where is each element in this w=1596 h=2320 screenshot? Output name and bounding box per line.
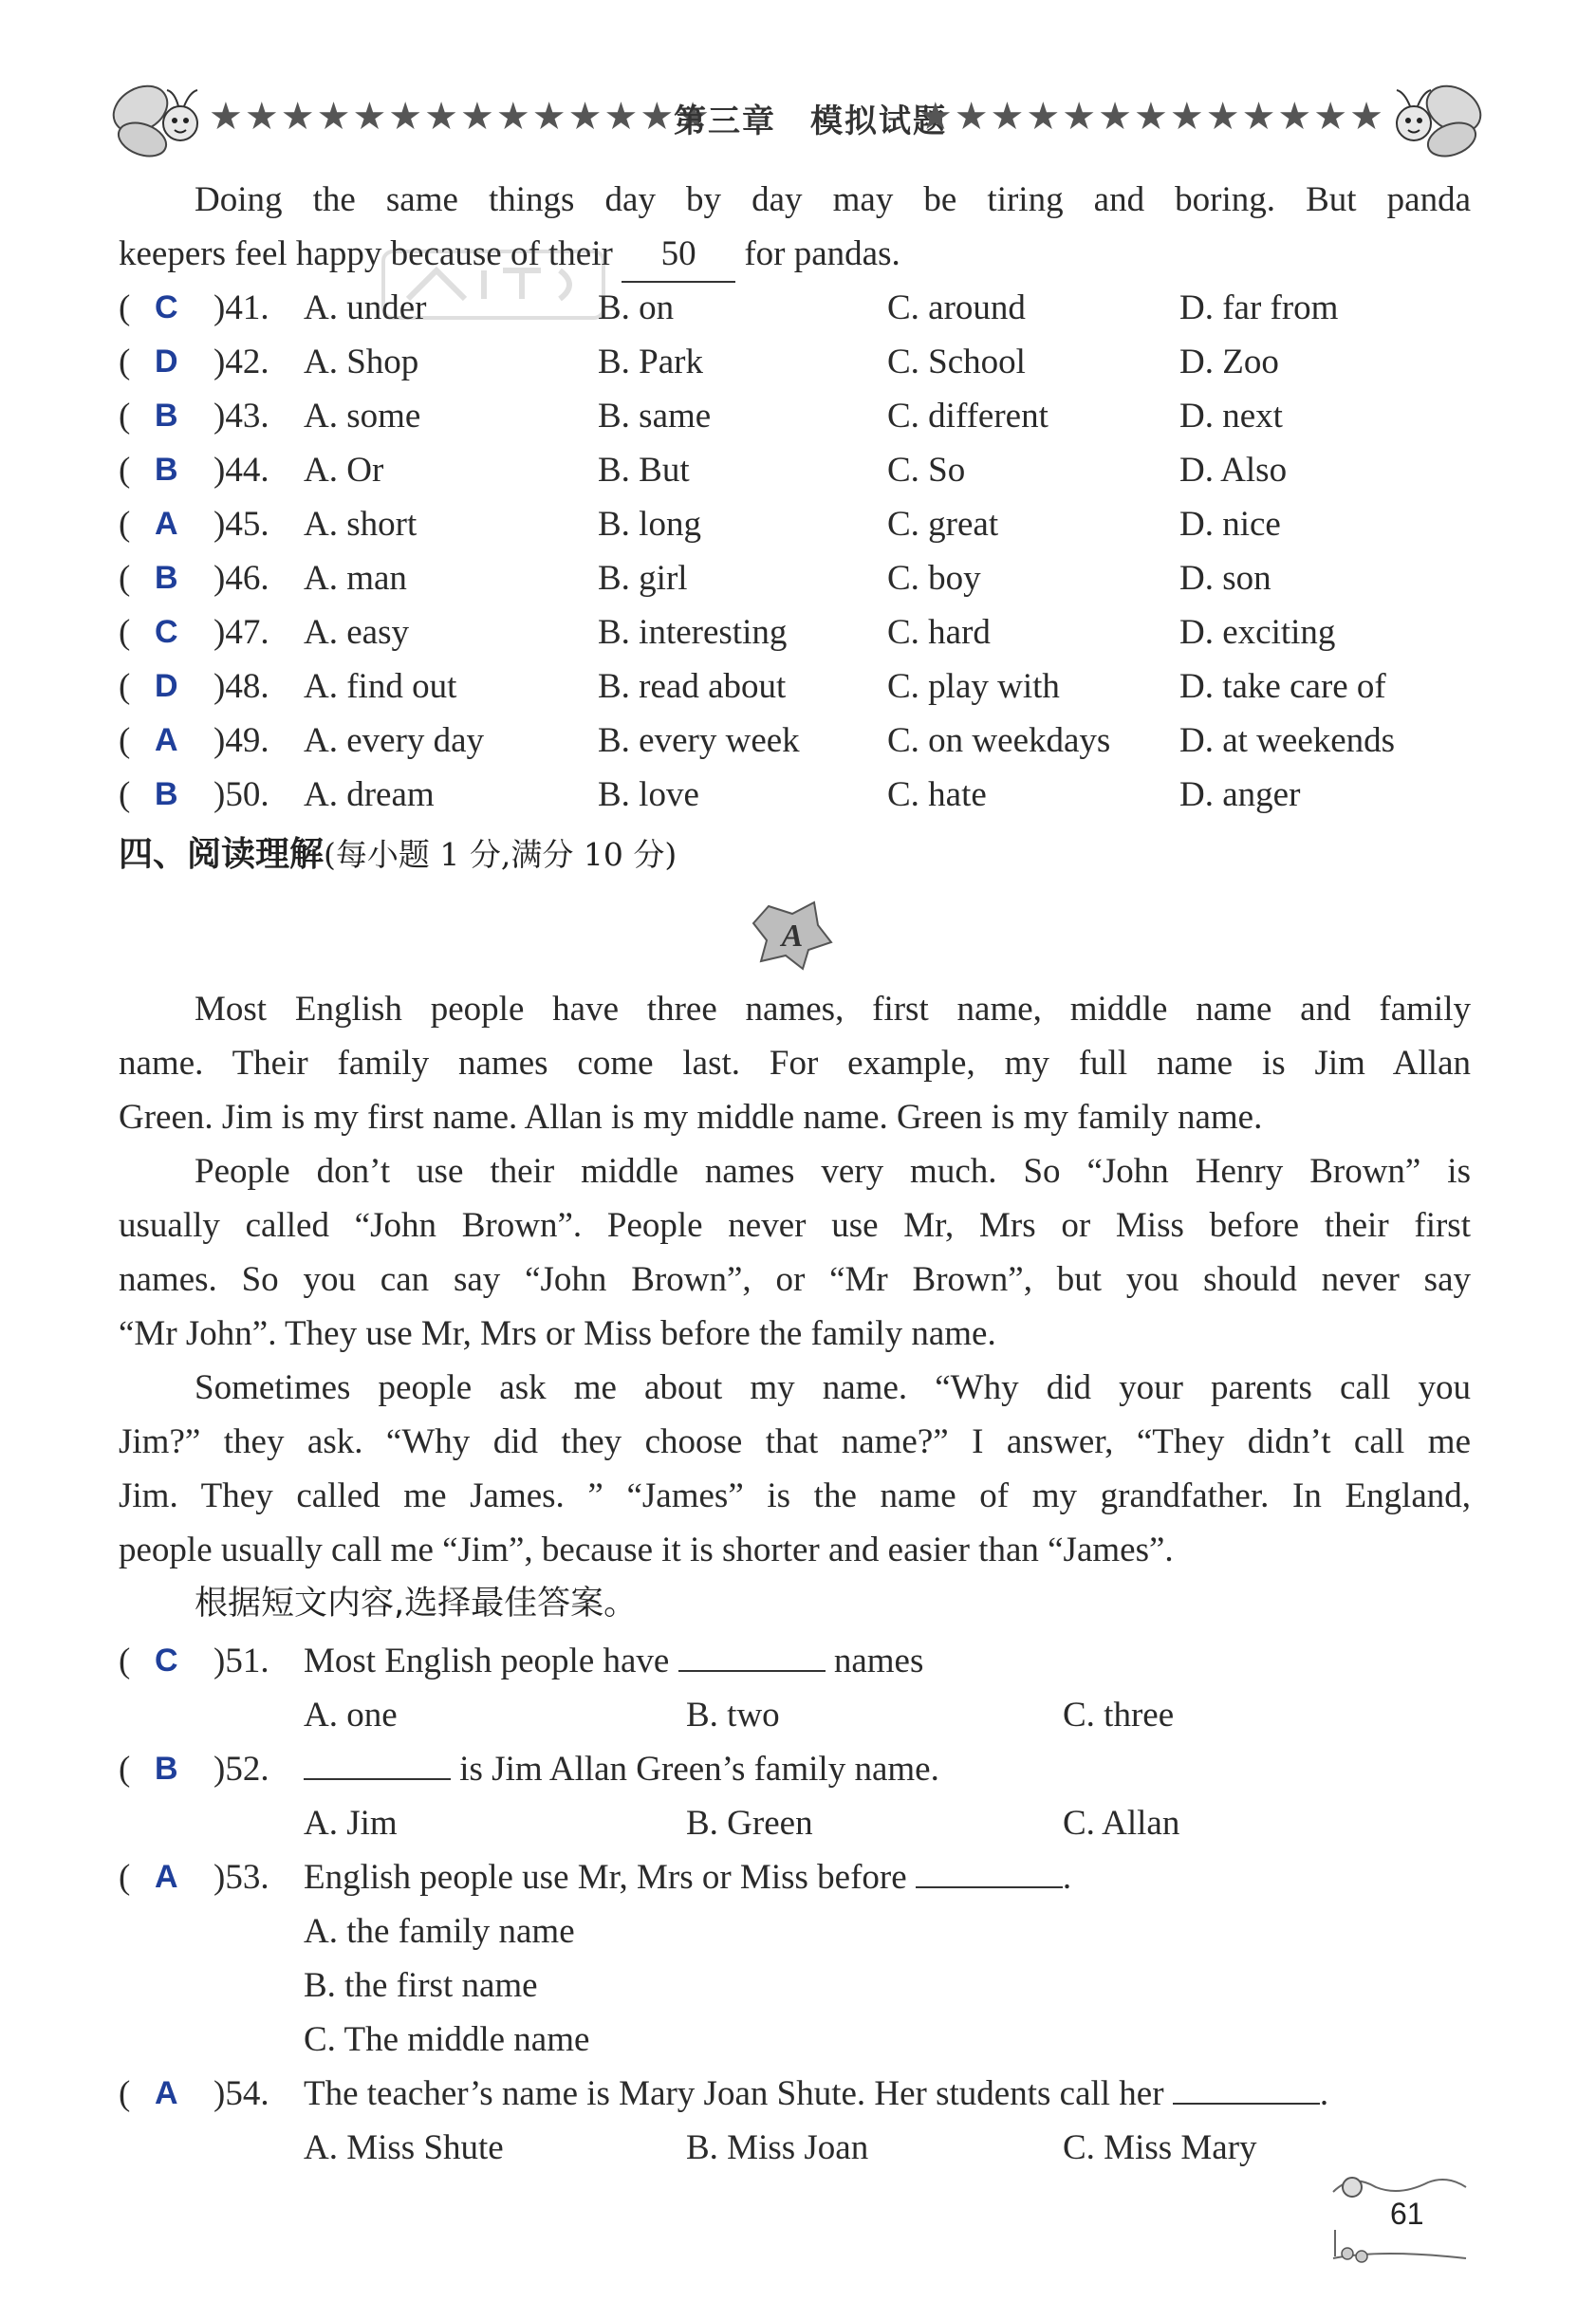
option-c: C. School: [887, 343, 1026, 381]
stem-text: English people use Mr, Mrs or Miss before: [304, 1858, 907, 1897]
section-title: 四、阅读理解: [119, 835, 325, 874]
question-number: )43.: [213, 397, 269, 436]
option-b: B. Miss Joan: [686, 2128, 869, 2167]
option-b: B. Park: [598, 343, 703, 381]
stem-text: is Jim Allan Green’s family name.: [459, 1750, 939, 1789]
option-b: B. same: [598, 397, 712, 436]
passage-line: “Mr John”. They use Mr, Mrs or Miss before the family name.: [119, 1314, 996, 1353]
answer-blank: [1173, 2069, 1320, 2105]
option-c: C. hate: [887, 775, 987, 814]
answer-mark: C: [155, 289, 178, 325]
option-d: D. nice: [1179, 505, 1281, 544]
cloze-passage-end: [119, 173, 1471, 283]
answer-mark: C: [155, 614, 178, 650]
option-c: C. three: [1063, 1696, 1175, 1735]
option-a: A. one: [304, 1696, 398, 1735]
answer-mark: B: [155, 398, 178, 434]
option-b: B. Green: [686, 1804, 813, 1843]
option-a: A. under: [304, 288, 427, 327]
answer-blank: [916, 1852, 1063, 1888]
option-b: B. interesting: [598, 613, 788, 652]
watermark-logo: [380, 242, 607, 327]
option-a: A. dream: [304, 775, 435, 814]
answer-mark: B: [155, 1751, 178, 1787]
chapter-title: 第三章 模拟试题: [674, 102, 947, 140]
option-d: D. Zoo: [1179, 343, 1279, 381]
option-b: B. love: [598, 775, 699, 814]
passage-line: Doing the same things day by day may be tiring and boring. But panda: [195, 180, 1471, 219]
answer-mark: A: [155, 1859, 178, 1895]
exam-page: ★★★★★★★★★★★★★★ 第三章 模拟试题 ★★★★★★★★★★★★★ Doing the same things day by day may be tiring and boring. But panda keepers feel happy because of their 50 for pandas. ( C )41. A. under B. on C. around D. far from ( D )42. A. Shop B. Park C. School D. Zoo ( B )43. A. some B. same C. different D. next ( B )44. A. Or B. But C. So D. Also ( A )45. A. short B. long C. great D. nice ( B )46. A. man B. girl C. boy D. son ( C )47. A. easy B. interesting C. hard D. exciting ( D )48. A. find out B. read about C. play with D. take care of ( A )49. A. every day B. every week C. on weekdays D. at weekends ( B )50. A. dream B. love C. hate D. anger 四、阅读理解(每小题 1 分,满分 10 分) A Most English people have three names, first name, middle name and family name. Their family names come last. For example, my full name is Jim Allan Green. Jim is my first name. Allan is my middle name. Green is my family name. People don’t use their middle names very much. So “John Henry Brown” is usually called “John Brown”. People never use Mr, Mrs or Miss before their first names. So you can say “John Brown”, or “Mr Brown”, but you should never say “Mr John”. They use Mr, Mrs or Miss before the family name. Sometimes people ask me about my name. “Why did your parents call you Jim?” they ask. “Why did they choose that name?” I answer, “They didn’t call me Jim. They called me James. ” “James” is the name of my grandfather. In England, people usually call me “Jim”, because it is shorter and easier than “James”. 根据短文内容,选择最佳答案。 ( C )51. Most English people have names A. one B. two C. three ( B )52. is Jim Allan Green’s family name. A. Jim B. Green C. Allan ( A )53. English people use Mr, Mrs or Miss before . A. the family name B. the first name C. The middle name ( A )54. The teacher’s name is Mary Joan Shute. Her students call her . A. Miss Shute B. Miss Joan C. Miss Mary 61: [0, 0, 1596, 2320]
option-b: B. the first name: [304, 1966, 538, 2005]
passage-line: people usually call me “Jim”, because it is shorter and easier than “James”.: [119, 1531, 1174, 1569]
option-b: B. But: [598, 451, 690, 490]
question-stem: [304, 1742, 939, 1796]
paragraph-3: [119, 1361, 1471, 1577]
passage-line: usually called “John Brown”. People never use Mr, Mrs or Miss before their first: [119, 1206, 1471, 1245]
question-number: )51.: [213, 1642, 269, 1680]
paragraph-1: [119, 982, 1471, 1144]
option-d: D. anger: [1179, 775, 1301, 814]
option-a: A. easy: [304, 613, 409, 652]
option-c: C. on weekdays: [887, 721, 1111, 760]
instruction: 根据短文内容,选择最佳答案。: [195, 1585, 638, 1623]
answer-mark: B: [155, 560, 178, 596]
section-heading: [119, 827, 677, 876]
paragraph-2: [119, 1144, 1471, 1361]
option-c: C. So: [887, 451, 966, 490]
badge-label: A: [781, 919, 804, 954]
question-number: )50.: [213, 775, 269, 814]
header-stars-right: ★★★★★★★★★★★★★: [918, 95, 1385, 139]
option-b: B. read about: [598, 667, 787, 706]
passage-line: [119, 227, 1471, 283]
stem-text: Most English people have: [304, 1642, 670, 1680]
stem-text: names: [833, 1642, 924, 1680]
page-number: 61: [1390, 2197, 1424, 2231]
option-b: B. on: [598, 288, 675, 327]
option-d: D. Also: [1179, 451, 1288, 490]
page-header: [104, 66, 1490, 171]
answer-blank: [304, 1744, 451, 1780]
passage-line: Green. Jim is my first name. Allan is my middle name. Green is my family name.: [119, 1098, 1263, 1137]
question-number: )42.: [213, 343, 269, 381]
passage-line: name. Their family names come last. For example, my full name is Jim Allan: [119, 1044, 1471, 1083]
option-c: C. great: [887, 505, 999, 544]
question-number: )48.: [213, 667, 269, 706]
answer-mark: A: [155, 722, 178, 758]
answer-blank: [678, 1636, 826, 1672]
bee-icon: [1376, 71, 1490, 166]
option-a: A. Shop: [304, 343, 419, 381]
question-stem: [304, 2067, 1328, 2121]
passage-line: People don’t use their middle names very much. So “John Henry Brown” is: [195, 1152, 1471, 1191]
passage-line: Most English people have three names, first name, middle name and family: [195, 990, 1471, 1029]
option-a: A. short: [304, 505, 418, 544]
answer-mark: A: [155, 2075, 178, 2111]
passage-line: Jim?” they ask. “Why did they choose that name?” I answer, “They didn’t call me: [119, 1422, 1471, 1461]
question-number: )46.: [213, 559, 269, 598]
option-a: A. man: [304, 559, 407, 598]
option-a: A. the family name: [304, 1912, 575, 1951]
passage-a-badge: [750, 897, 835, 973]
question-stem: [304, 1634, 923, 1688]
question-stem: [304, 1850, 1071, 1904]
answer-mark: D: [155, 343, 178, 380]
option-a: A. Miss Shute: [304, 2128, 504, 2167]
option-c: C. Allan: [1063, 1804, 1180, 1843]
question-number: )45.: [213, 505, 269, 544]
answer-mark: D: [155, 668, 178, 704]
option-d: D. son: [1179, 559, 1271, 598]
option-a: A. find out: [304, 667, 457, 706]
answer-mark: A: [155, 506, 178, 542]
option-a: A. some: [304, 397, 421, 436]
option-a: A. every day: [304, 721, 485, 760]
option-a: A. Or: [304, 451, 384, 490]
answer-mark: C: [155, 1643, 178, 1679]
answer-mark: B: [155, 776, 178, 812]
option-c: C. The middle name: [304, 2020, 590, 2059]
question-number: )41.: [213, 288, 269, 327]
question-number: )54.: [213, 2074, 269, 2113]
option-b: B. two: [686, 1696, 780, 1735]
option-d: D. at weekends: [1179, 721, 1396, 760]
reading-passage: [119, 982, 1471, 1577]
option-c: C. hard: [887, 613, 991, 652]
option-d: D. far from: [1179, 288, 1339, 327]
bee-icon: [104, 71, 218, 166]
section-subtitle: (每小题 1 分,满分 10 分): [324, 836, 677, 873]
header-stars-left: ★★★★★★★★★★★★★★: [209, 95, 713, 139]
stem-text: .: [1319, 2074, 1329, 2113]
option-c: C. Miss Mary: [1063, 2128, 1257, 2167]
question-number: )44.: [213, 451, 269, 490]
option-b: B. girl: [598, 559, 688, 598]
option-b: B. long: [598, 505, 701, 544]
passage-line: Sometimes people ask me about my name. “Why did your parents call you: [195, 1368, 1471, 1407]
question-number: )53.: [213, 1858, 269, 1897]
passage-line: names. So you can say “John Brown”, or “Mr Brown”, but you should never say: [119, 1260, 1471, 1299]
passage-text: keepers feel happy because of their: [119, 234, 613, 273]
question-number: )52.: [213, 1750, 269, 1789]
stem-text: The teacher’s name is Mary Joan Shute. Her students call her: [304, 2074, 1164, 2113]
stem-text: .: [1062, 1858, 1072, 1897]
passage-line: Jim. They called me James. ” “James” is the name of my grandfather. In England,: [119, 1476, 1471, 1515]
option-c: C. different: [887, 397, 1049, 436]
question-number: )47.: [213, 613, 269, 652]
option-c: C. around: [887, 288, 1026, 327]
option-d: D. exciting: [1179, 613, 1336, 652]
option-d: D. next: [1179, 397, 1283, 436]
answer-mark: B: [155, 452, 178, 488]
option-c: C. boy: [887, 559, 981, 598]
answer-blank-50: 50: [622, 227, 735, 283]
option-d: D. take care of: [1179, 667, 1386, 706]
passage-text: for pandas.: [744, 234, 900, 273]
option-c: C. play with: [887, 667, 1060, 706]
option-a: A. Jim: [304, 1804, 398, 1843]
question-number: )49.: [213, 721, 269, 760]
option-b: B. every week: [598, 721, 800, 760]
